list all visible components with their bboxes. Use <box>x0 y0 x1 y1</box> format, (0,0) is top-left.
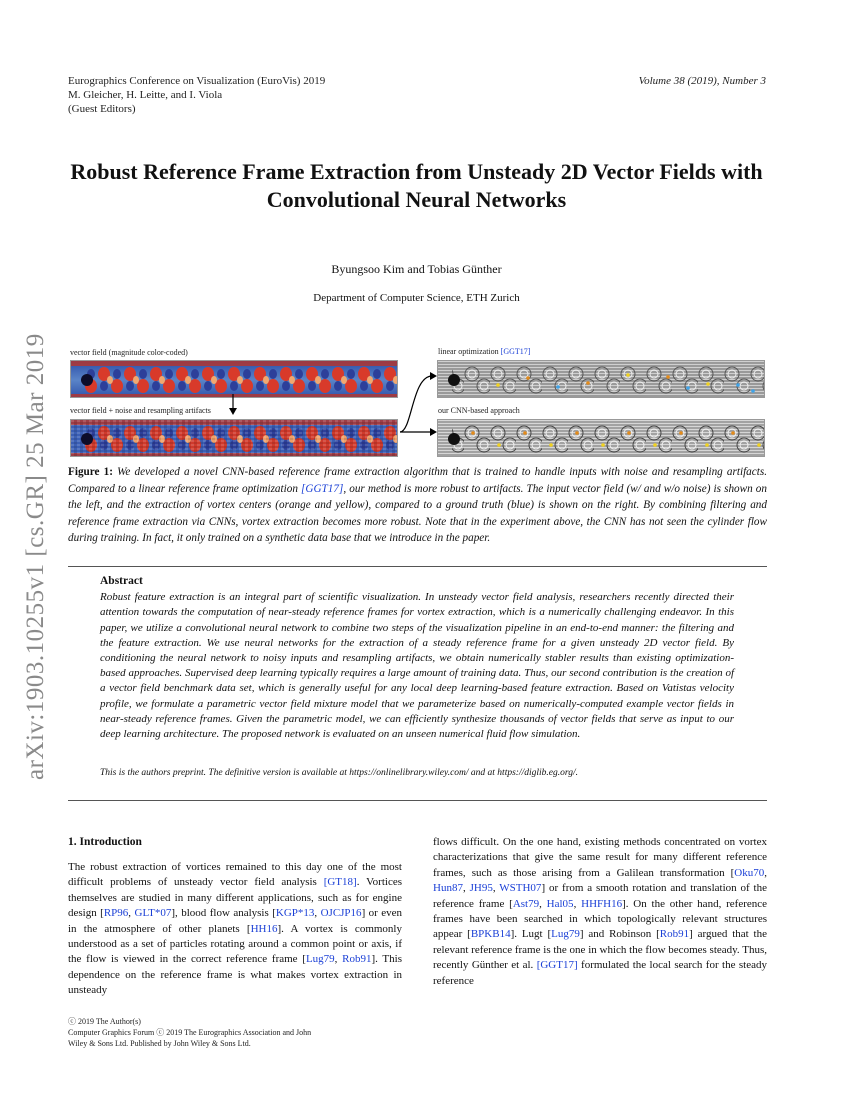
affiliation: Department of Computer Science, ETH Zurich <box>313 292 520 304</box>
guest-editors-line: (Guest Editors) <box>68 103 136 115</box>
branch-arrow-icon <box>398 368 438 438</box>
abstract <box>100 574 734 742</box>
abstract-top-rule <box>68 566 767 567</box>
abstract-text: Robust feature extraction is an integral part of scientific visualization. In unsteady vector field analysis, researchers recently directed their attention towards the computation of near-steady reference frames for vortex extraction, which is a numerically challenging endeavor. In this paper, we utilize a convolutional neural network to combine two steps of the visualization pipeline in an end-to-end manner: the filtering and the feature extraction. We use neural networks for the extraction of a steady reference frame for a given unsteady 2D vector field. By conditioning the neural network to noisy inputs and resampling artifacts, we obtain numerically stabler results than existing optimization-based approaches. Supervised deep learning typically requires a large amount of training data. Thus, our second contribution is the creation of a vector field benchmark data set, which is generally useful for any local deep learning-based feature extraction. Based on Vatistas velocity profile, we formulate a parametric vector field mixture model that we parameterize based on numerically-computed example vector fields in near-steady reference frames. Given the parametric model, we can efficiently synthesize thousands of vector fields that serve as input to our deep learning architecture. The proposed network is evaluated on an unseen numerical fluid flow simulation. <box>100 591 734 741</box>
body-text: . Vortices themselves are studied in many different applications, such as for engine design [ <box>68 876 402 920</box>
body-text: ] or even in the atmosphere of other planets [ <box>68 907 403 935</box>
body-text: ] and Robinson [ <box>579 928 660 941</box>
panel-label-linear-opt-text: linear optimization <box>438 347 501 356</box>
citation-link[interactable]: Hun87 <box>433 882 463 895</box>
citation-link[interactable]: HHFH16 <box>581 897 623 910</box>
citation-link[interactable]: RP96 <box>103 907 129 920</box>
body-text: , <box>764 866 767 879</box>
body-text: ]. On the other hand, reference frames have been searched in which topologically relevant structures appear [ <box>433 897 768 941</box>
intro-left-column <box>68 860 402 999</box>
citation-link[interactable]: Lug79 <box>305 953 335 966</box>
body-text: , <box>128 907 135 920</box>
body-text: ]. A vortex is commonly understood as a set of particles rotating around a common point or axis, if the flow is viewed in the correct reference frame [ <box>68 922 402 966</box>
citation-link[interactable]: Lug79 <box>551 928 580 941</box>
body-text: The robust extraction of vortices remained to this day one of the most difficult problems of unsteady vector field analysis <box>68 861 402 889</box>
preprint-note: This is the authors preprint. The definitive version is available at https://onlinelibrary.wiley.com/ and at https://diglib.eg.org/. <box>100 768 578 778</box>
section-heading: 1. Introduction <box>68 836 142 848</box>
panel-label-noisy-field: vector field + noise and resampling artifacts <box>70 406 211 415</box>
citation-link[interactable]: WSTH07 <box>499 882 542 895</box>
body-text: ] or from a smooth rotation and translation of the reference frame [ <box>433 882 767 910</box>
body-text: ]. Lugt [ <box>510 928 552 941</box>
panel-label-linear-opt <box>438 347 530 356</box>
linear-opt-result-image <box>437 360 765 398</box>
cnn-result-image <box>437 419 765 457</box>
arxiv-id[interactable]: arXiv:1903.10255v1 [cs.GR] 25 Mar 2019 <box>22 333 49 780</box>
citation-link[interactable]: Rob91 <box>342 953 372 966</box>
citation-link[interactable]: [GGT17] <box>536 959 578 972</box>
citation-ggt17-fig[interactable]: [GGT17] <box>500 347 531 356</box>
citation-link[interactable]: KGP*13 <box>275 907 315 920</box>
conference-line: Eurographics Conference on Visualization (EuroVis) 2019 <box>68 75 326 87</box>
citation-link[interactable]: Oku70 <box>734 866 765 879</box>
citation-link[interactable]: [GT18] <box>323 876 357 889</box>
editors-line: M. Gleicher, H. Leitte, and I. Viola <box>68 89 223 101</box>
abstract-bottom-rule <box>68 800 767 801</box>
figure-caption <box>68 464 767 547</box>
citation-ggt17-caption[interactable]: [GGT17] <box>301 482 344 495</box>
citation-link[interactable]: Rob91 <box>659 928 690 941</box>
body-text: ], blood flow analysis [ <box>171 907 276 920</box>
caption-text-2: , our method is more robust to artifacts. The input vector field (w/ and w/o noise) is shown on the left, and the extraction of vortex centers (orange and yellow), compared to a ground truth (blue) is shown on the right. By combining filtering and reference frame extraction via CNNs, vortex extraction becomes more robust. Note that in the experiment above, the CNN has not seen the cylinder flow during training. In fact, it only trained on a synthetic data base that we introduce in the paper. <box>68 482 767 544</box>
citation-link[interactable]: JH95 <box>469 882 493 895</box>
body-text: , <box>314 907 321 920</box>
copyright-footer <box>68 1016 311 1049</box>
body-text: formulated the local search for the steady reference <box>433 959 767 987</box>
footer-line-1: ⓒ 2019 The Author(s) <box>68 1017 141 1026</box>
citation-link[interactable]: Hal05 <box>546 897 574 910</box>
body-text: , <box>334 953 343 966</box>
body-text: , <box>492 882 500 895</box>
panel-label-cnn: our CNN-based approach <box>438 406 520 415</box>
paper-title: Robust Reference Frame Extraction from Unsteady 2D Vector Fields with Convolutional Neural Networks <box>70 159 763 212</box>
citation-link[interactable]: OJCJP16 <box>320 907 362 920</box>
footer-line-3: Wiley & Sons Ltd. Published by John Wiley & Sons Ltd. <box>68 1039 251 1048</box>
intro-right-column <box>433 835 767 989</box>
citation-link[interactable]: Ast79 <box>512 897 540 910</box>
journal-header <box>68 74 325 116</box>
citation-link[interactable]: BPKB14 <box>470 928 511 941</box>
citation-link[interactable]: HH16 <box>250 922 278 935</box>
body-text: , <box>539 897 547 910</box>
body-text: , <box>573 897 582 910</box>
footer-line-2: Computer Graphics Forum ⓒ 2019 The Eurographics Association and John <box>68 1028 312 1037</box>
vector-field-image <box>70 360 398 398</box>
citation-link[interactable]: GLT*07 <box>134 907 172 920</box>
noisy-vector-field-image <box>70 419 398 457</box>
body-text: flows difficult. On the one hand, existing methods concentrated on vortex characterizations that give the same result for many different reference frames, such as those arising from a Galilean transformation [ <box>433 836 767 879</box>
figure-label: Figure 1: <box>68 466 113 478</box>
abstract-heading: Abstract <box>100 575 143 587</box>
author-list: Byungsoo Kim and Tobias Günther <box>331 262 502 276</box>
caption-text-1: We developed a novel CNN-based reference frame extraction algorithm that is trained to handle inputs with noise and resampling artifacts. Compared to a linear reference frame optimization <box>68 466 767 495</box>
arxiv-stamp[interactable] <box>18 290 54 780</box>
body-text: ] argued that the relevant reference frame is the one in which the flow becomes steady. Thus, recently Günther et al. <box>433 928 767 972</box>
body-text: ]. This dependence on the reference frame is what makes vortex extraction in unsteady <box>68 953 402 997</box>
volume-line: Volume 38 (2019), Number 3 <box>638 75 766 87</box>
down-arrow-icon <box>226 394 240 416</box>
body-text: , <box>462 882 470 895</box>
panel-label-vector-field: vector field (magnitude color-coded) <box>70 348 188 357</box>
